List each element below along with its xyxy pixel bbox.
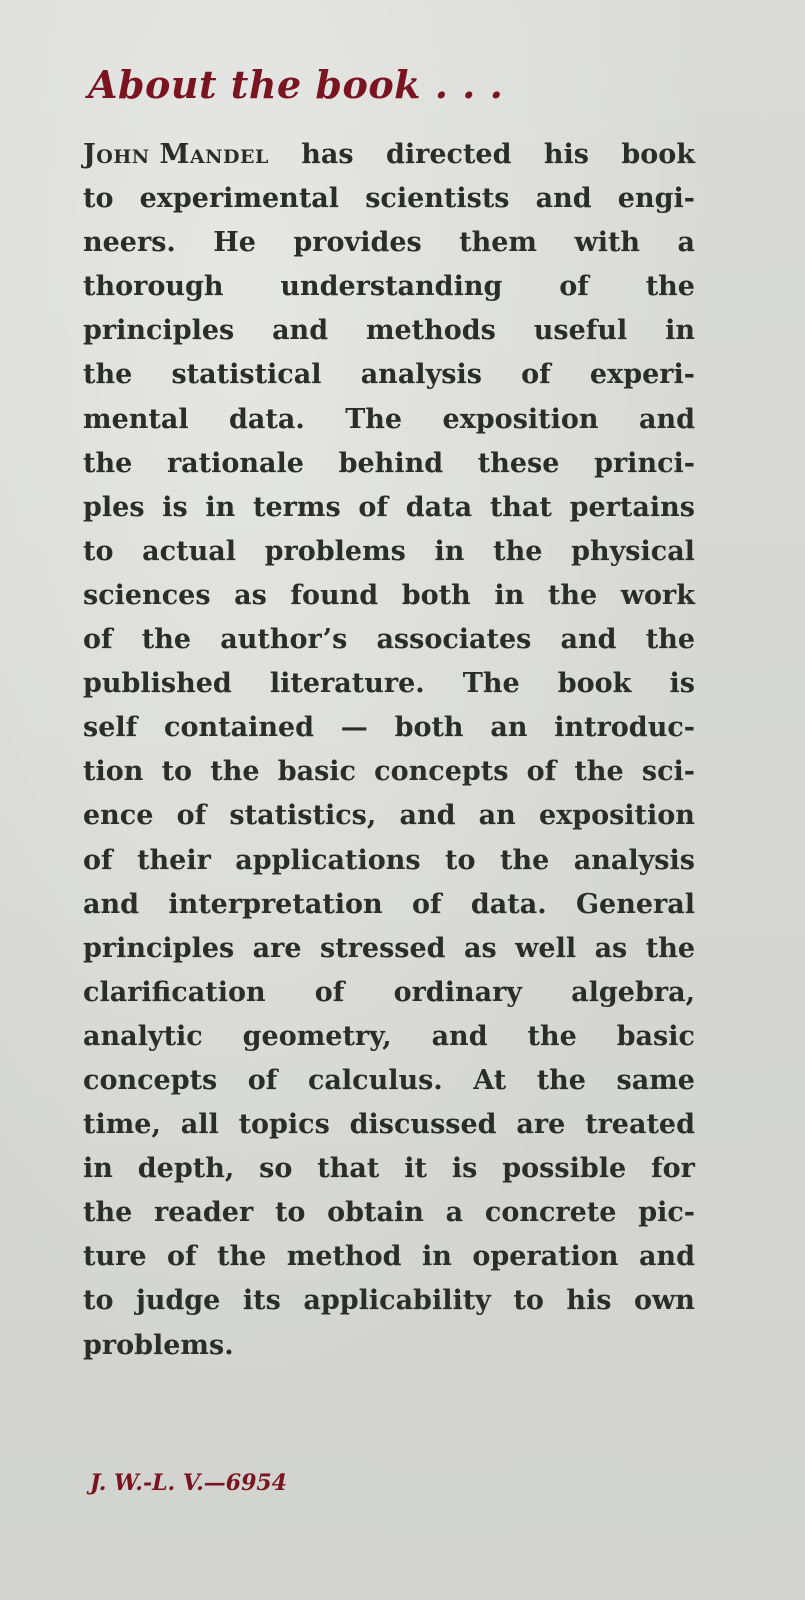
text-line: neers. He provides them with a — [83, 227, 695, 259]
text-line: ples is in terms of data that pertains — [83, 491, 695, 523]
text-line: to judge its applicability to his own — [83, 1285, 695, 1317]
text-line: John Mandel has directed his book — [83, 133, 695, 177]
text-line: time, all topics discussed are treated — [83, 1109, 695, 1141]
text-line: the reader to obtain a concrete pic- — [83, 1197, 695, 1229]
text-line: problems. — [83, 1329, 234, 1361]
text-line: ence of statistics, and an exposition — [83, 800, 695, 832]
text-line: principles and methods useful in — [83, 315, 695, 347]
text-line: mental data. The exposition and — [83, 403, 695, 435]
text-line: to experimental scientists and engi- — [83, 183, 695, 215]
text-line: the rationale behind these princi- — [83, 447, 695, 479]
author-name: John Mandel — [83, 139, 269, 170]
text-line: clarification of ordinary algebra, — [83, 976, 695, 1008]
text-line: thorough understanding of the — [83, 271, 695, 303]
section-heading: About the book . . . — [88, 62, 504, 107]
text-line: analytic geometry, and the basic — [83, 1020, 695, 1052]
text-line: sciences as found both in the work — [83, 579, 695, 611]
text-line: ture of the method in operation and — [83, 1241, 695, 1273]
text-line: self contained — both an introduc- — [83, 712, 695, 744]
text-line: the statistical analysis of experi- — [83, 359, 695, 391]
text-line: to actual problems in the physical — [83, 535, 695, 567]
text-line: of their applications to the analysis — [83, 844, 695, 876]
text-line: and interpretation of data. General — [83, 888, 695, 920]
text-line: of the author’s associates and the — [83, 624, 695, 656]
text-line: in depth, so that it is possible for — [83, 1153, 695, 1185]
text-line: tion to the basic concepts of the sci- — [83, 756, 695, 788]
text-line: concepts of calculus. At the same — [83, 1064, 695, 1096]
book-description — [83, 133, 695, 1368]
text-line: principles are stressed as well as the — [83, 932, 695, 964]
catalog-code: J. W.-L. V.—6954 — [90, 1470, 287, 1496]
text-line: published literature. The book is — [83, 668, 695, 700]
